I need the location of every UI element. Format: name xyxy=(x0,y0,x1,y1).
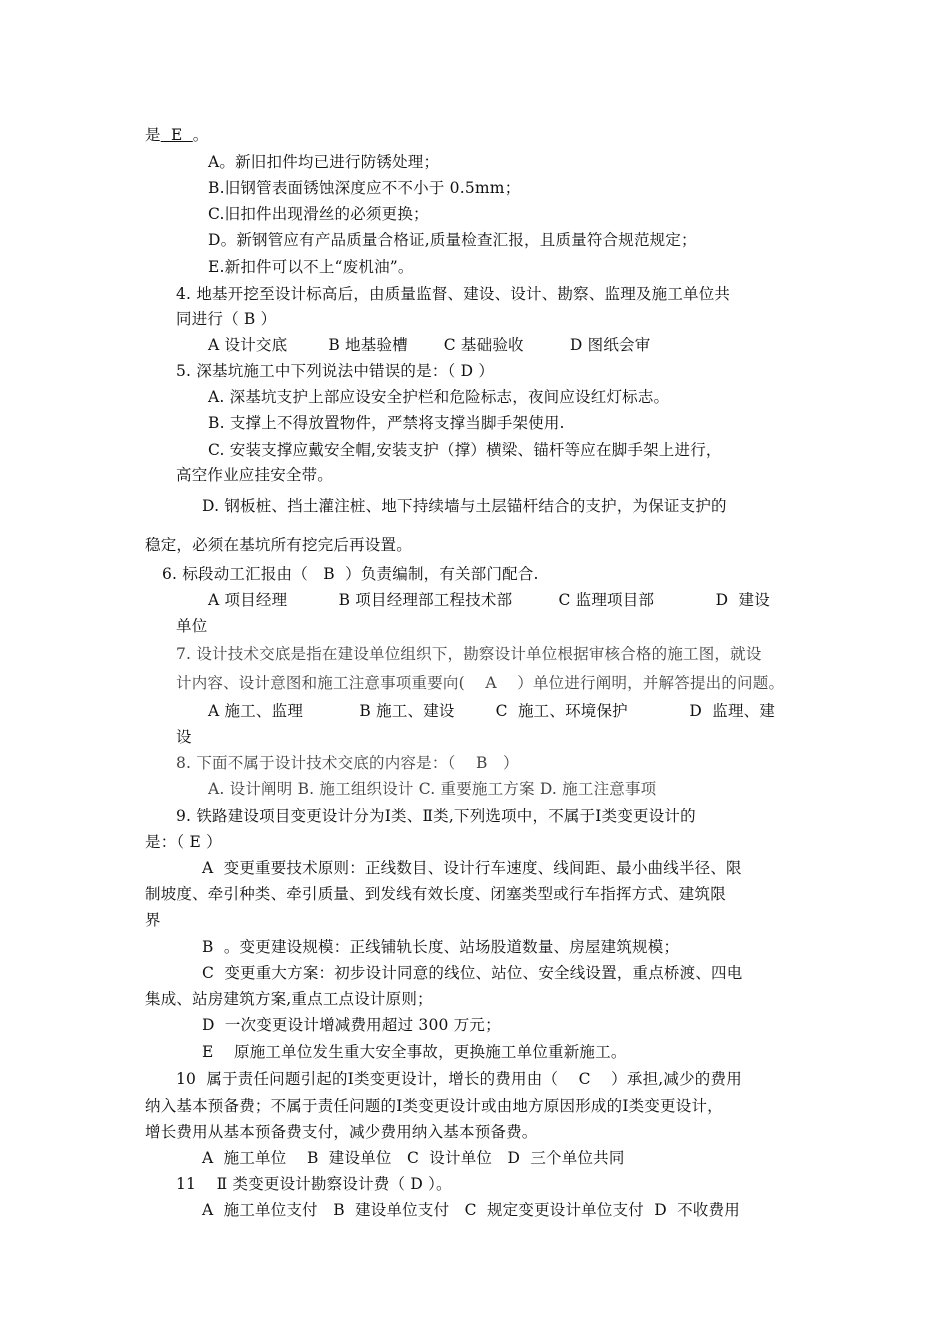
text-line: A. 设计阐明 B. 施工组织设计 C. 重要施工方案 D. 施工注意事项 xyxy=(208,780,657,798)
text-line: 10 属于责任问题引起的Ⅰ类变更设计，增长的费用由（ C ）承担,减少的费用 xyxy=(176,1070,742,1088)
text-line: E.新扣件可以不上“废机油”。 xyxy=(208,258,414,276)
answer-blank: E xyxy=(160,126,193,144)
text-line: 单位 xyxy=(176,617,208,635)
text-line: C. 安装支撑应戴安全帽,安装支护（撑）横梁、锚杆等应在脚手架上进行， xyxy=(208,441,722,459)
text-line: 设 xyxy=(176,728,192,746)
text-line: A 施工单位 B 建设单位 C 设计单位 D 三个单位共同 xyxy=(202,1149,625,1167)
text-line: C.旧扣件出现滑丝的必须更换； xyxy=(208,205,429,223)
text-line: B.旧钢管表面锈蚀深度应不不小于 0.5mm； xyxy=(208,179,521,197)
text-line: 集成、站房建筑方案,重点工点设计原则； xyxy=(145,990,433,1008)
line-suffix: 。 xyxy=(192,126,209,144)
text-line: 制坡度、牵引种类、牵引质量、到发线有效长度、闭塞类型或行车指挥方式、建筑限 xyxy=(145,885,726,903)
text-line: 高空作业应挂安全带。 xyxy=(176,466,334,484)
text-line: 6. 标段动工汇报由（ B ）负责编制，有关部门配合. xyxy=(162,565,539,583)
text-line: A 施工、监理 B 施工、建设 C 施工、环境保护 D 监理、建 xyxy=(208,702,776,720)
text-line: A 施工单位支付 B 建设单位支付 C 规定变更设计单位支付 D 不收费用 xyxy=(202,1201,740,1219)
text-line: A。新旧扣件均已进行防锈处理； xyxy=(208,153,440,171)
text-line: A. 深基坑支护上部应设安全护栏和危险标志，夜间应设红灯标志。 xyxy=(208,388,670,406)
text-line: 计内容、设计意图和施工注意事项重要向( A ）单位进行阐明，并解答提出的问题。 xyxy=(176,674,785,692)
text-line: B 。变更建设规模：正线铺轨长度、站场股道数量、房屋建筑规模； xyxy=(202,938,680,956)
text-line: 稳定，必须在基坑所有挖完后再设置。 xyxy=(145,536,412,554)
text-line xyxy=(145,125,208,145)
text-line: 9. 铁路建设项目变更设计分为Ⅰ类、Ⅱ类,下列选项中，不属于Ⅰ类变更设计的 xyxy=(176,807,696,825)
text-line: 是：（ E ） xyxy=(145,833,222,851)
text-line: D。新钢管应有产品质量合格证,质量检查汇报，且质量符合规范规定； xyxy=(208,231,697,249)
text-line: 11 Ⅱ 类变更设计勘察设计费（ D ）。 xyxy=(176,1175,452,1193)
text-line: D 一次变更设计增减费用超过 300 万元； xyxy=(202,1016,501,1034)
text-line: 增长费用从基本预备费支付，减少费用纳入基本预备费。 xyxy=(145,1123,538,1141)
text-line: A 设计交底 B 地基验槽 C 基础验收 D 图纸会审 xyxy=(208,336,651,354)
text-line: C 变更重大方案：初步设计同意的线位、站位、安全线设置，重点桥渡、四电 xyxy=(202,964,743,982)
text-line: 同进行（ B ） xyxy=(176,310,277,328)
text-line: 7. 设计技术交底是指在建设单位组织下，勘察设计单位根据审核合格的施工图，就设 xyxy=(176,645,762,663)
text-line: 纳入基本预备费；不属于责任问题的Ⅰ类变更设计或由地方原因形成的Ⅰ类变更设计， xyxy=(145,1097,723,1115)
text-line: E 原施工单位发生重大安全事故，更换施工单位重新施工。 xyxy=(202,1043,627,1061)
text-line: D. 钢板桩、挡土灌注桩、地下持续墙与土层锚杆结合的支护，为保证支护的 xyxy=(202,497,727,515)
text-line: 4. 地基开挖至设计标高后，由质量监督、建设、设计、勘察、监理及施工单位共 xyxy=(176,285,731,303)
text-line: 8. 下面不属于设计技术交底的内容是：（ B ） xyxy=(176,754,519,772)
line-prefix: 是 xyxy=(145,126,161,144)
text-line: A 项目经理 B 项目经理部工程技术部 C 监理项目部 D 建设 xyxy=(208,591,770,609)
text-line: B. 支撑上不得放置物件，严禁将支撑当脚手架使用. xyxy=(208,414,565,432)
text-line: 界 xyxy=(145,911,161,929)
text-line: A 变更重要技术原则：正线数目、设计行车速度、线间距、最小曲线半径、限 xyxy=(202,859,742,877)
text-line: 5. 深基坑施工中下列说法中错误的是：（ D ） xyxy=(176,362,495,380)
